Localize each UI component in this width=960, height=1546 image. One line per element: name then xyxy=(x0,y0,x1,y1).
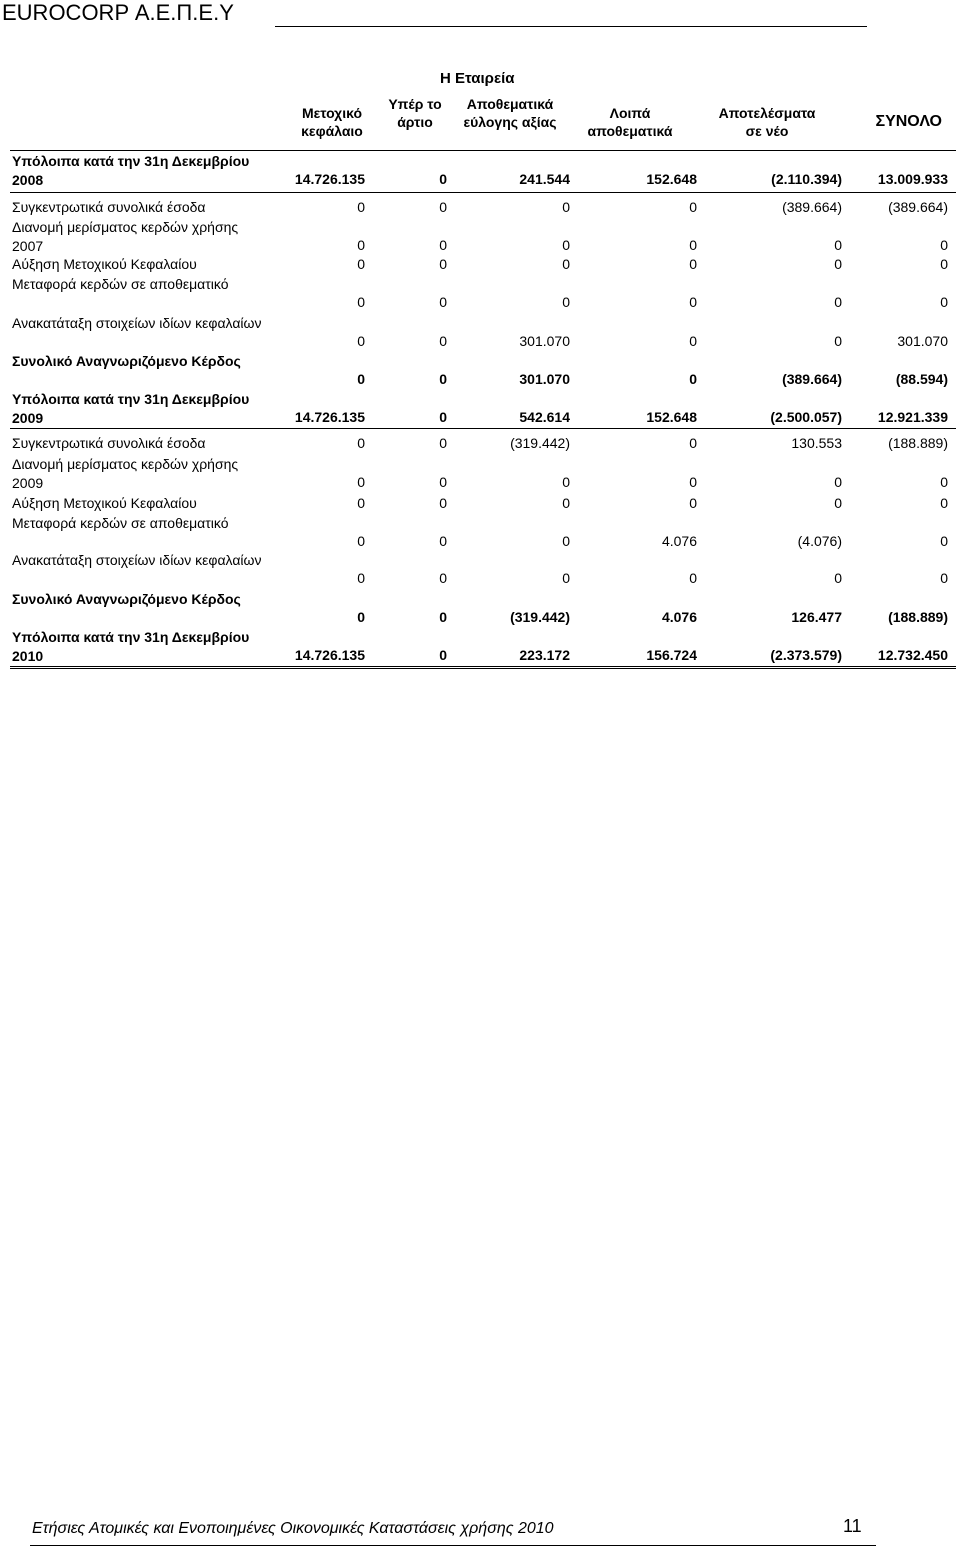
row-value: 0 xyxy=(439,570,447,586)
row-label: Συνολικό Αναγνωριζόμενο Κέρδος xyxy=(12,591,241,607)
row-label: Ανακατάταξη στοιχείων ιδίων κεφαλαίων xyxy=(12,552,262,568)
rule-after-2008 xyxy=(10,192,956,193)
row-value: (319.442) xyxy=(510,609,570,625)
table-row xyxy=(0,218,960,256)
row-value: 0 xyxy=(689,371,697,387)
row-value: 301.070 xyxy=(519,371,570,387)
row-value: 126.477 xyxy=(791,609,842,625)
table-row xyxy=(0,514,960,552)
row-value: 0 xyxy=(562,533,570,549)
row-value: (389.664) xyxy=(888,199,948,215)
row-value: 0 xyxy=(357,199,365,215)
row-label: Συνολικό Αναγνωριζόμενο Κέρδος xyxy=(12,353,241,369)
row-value: 0 xyxy=(562,256,570,272)
row-value: 301.070 xyxy=(897,333,948,349)
row-value: 0 xyxy=(562,294,570,310)
row-value: 0 xyxy=(940,237,948,253)
row-value: 0 xyxy=(562,495,570,511)
row-value: (2.500.057) xyxy=(770,409,842,425)
row-value: 0 xyxy=(439,171,447,187)
row-label: Ανακατάταξη στοιχείων ιδίων κεφαλαίων xyxy=(12,315,262,331)
footer-text: Ετήσιες Ατομικές και Ενοποιημένες Οικονομικές Καταστάσεις χρήσης 2010 xyxy=(32,1520,554,1537)
row-value: 12.732.450 xyxy=(877,647,948,663)
row-value: 0 xyxy=(439,409,447,425)
row-value: 4.076 xyxy=(661,609,697,625)
row-value: 0 xyxy=(689,435,697,451)
row-value: (389.664) xyxy=(782,199,842,215)
row-value: 0 xyxy=(439,533,447,549)
row-label: Διανομή μερίσματος κερδών χρήσης 2007 xyxy=(12,219,239,254)
row-value: 0 xyxy=(439,294,447,310)
row-value: 156.724 xyxy=(646,647,697,663)
row-value: 0 xyxy=(940,474,948,490)
row-value: 0 xyxy=(357,495,365,511)
row-value: 0 xyxy=(562,474,570,490)
row-value: 0 xyxy=(357,256,365,272)
row-value: 0 xyxy=(562,237,570,253)
row-value: 0 xyxy=(439,333,447,349)
row-value: 13.009.933 xyxy=(877,171,948,187)
row-value: 0 xyxy=(940,256,948,272)
row-value: 0 xyxy=(689,495,697,511)
row-value: (2.110.394) xyxy=(771,171,842,187)
row-value: 0 xyxy=(439,609,447,625)
row-value: 4.076 xyxy=(661,533,697,549)
row-value: 0 xyxy=(439,371,447,387)
column-header-fair-value-reserves: Αποθεματικά εύλογης αξίας xyxy=(463,96,557,130)
header-rule xyxy=(275,26,867,27)
row-value: 0 xyxy=(940,495,948,511)
row-value: 0 xyxy=(439,256,447,272)
rule-final-total xyxy=(10,666,956,669)
row-value: 0 xyxy=(834,256,842,272)
column-header-share-premium: Υπέρ το άρτιο xyxy=(388,96,442,130)
row-value: 0 xyxy=(357,609,365,625)
row-value: 0 xyxy=(940,533,948,549)
row-value: (188.889) xyxy=(888,435,948,451)
row-value: 152.648 xyxy=(646,409,697,425)
row-value: 0 xyxy=(834,495,842,511)
row-value: 130.553 xyxy=(791,435,842,451)
row-value: 0 xyxy=(357,237,365,253)
row-value: 0 xyxy=(357,333,365,349)
row-value: 0 xyxy=(689,199,697,215)
table-row xyxy=(0,590,960,628)
row-value: 12.921.339 xyxy=(877,409,948,425)
row-value: 0 xyxy=(834,333,842,349)
row-label: Μεταφορά κερδών σε αποθεματικό xyxy=(12,515,229,531)
row-value: 0 xyxy=(439,435,447,451)
row-value: 0 xyxy=(357,474,365,490)
table-subheader: Η Εταιρεία xyxy=(440,70,515,87)
row-value: (319.442) xyxy=(510,435,570,451)
row-value: 14.726.135 xyxy=(294,647,365,663)
row-value: 542.614 xyxy=(519,409,570,425)
row-value: 0 xyxy=(689,333,697,349)
table-row xyxy=(0,314,960,352)
table-row xyxy=(0,628,960,666)
row-value: 0 xyxy=(940,570,948,586)
row-label: Αύξηση Μετοχικού Κεφαλαίου xyxy=(12,256,197,272)
row-label: Υπόλοιπα κατά την 31η Δεκεμβρίου 2009 xyxy=(12,391,250,426)
row-value: 0 xyxy=(439,495,447,511)
row-value: 0 xyxy=(689,474,697,490)
row-value: 0 xyxy=(834,474,842,490)
row-value: 301.070 xyxy=(519,333,570,349)
table-row xyxy=(0,275,960,313)
column-header-other-reserves: Λοιπά αποθεματικά xyxy=(587,105,673,139)
row-value: 0 xyxy=(357,533,365,549)
table-row xyxy=(0,352,960,390)
table-row xyxy=(0,152,960,190)
row-value: 0 xyxy=(439,647,447,663)
row-value: 0 xyxy=(439,237,447,253)
row-value: (2.373.579) xyxy=(770,647,842,663)
company-name: EUROCORP Α.Ε.Π.Ε.Υ xyxy=(2,0,234,25)
row-value: 0 xyxy=(940,294,948,310)
row-value: 0 xyxy=(562,199,570,215)
table-row xyxy=(0,455,960,493)
column-header-retained-earnings: Αποτελέσματα σε νέο xyxy=(718,105,816,139)
row-label: Συγκεντρωτικά συνολικά έσοδα xyxy=(12,199,206,215)
row-label: Αύξηση Μετοχικού Κεφαλαίου xyxy=(12,495,197,511)
row-value: 14.726.135 xyxy=(294,409,365,425)
row-label: Συγκεντρωτικά συνολικά έσοδα xyxy=(12,435,206,451)
row-value: (389.664) xyxy=(782,371,842,387)
row-value: 0 xyxy=(357,371,365,387)
row-value: 0 xyxy=(689,256,697,272)
row-label: Διανομή μερίσματος κερδών χρήσης 2009 xyxy=(12,456,239,491)
row-value: 0 xyxy=(439,199,447,215)
row-value: 241.544 xyxy=(519,171,570,187)
row-value: (88.594) xyxy=(895,371,948,387)
row-value: 0 xyxy=(834,570,842,586)
row-value: 0 xyxy=(834,237,842,253)
table-row xyxy=(0,551,960,589)
row-value: (188.889) xyxy=(888,609,948,625)
page-number: 11 xyxy=(843,1516,862,1536)
column-header-total: ΣΥΝΟΛΟ xyxy=(875,113,942,130)
row-value: (4.076) xyxy=(797,533,842,549)
row-label: Υπόλοιπα κατά την 31η Δεκεμβρίου 2008 xyxy=(12,153,250,188)
row-value: 14.726.135 xyxy=(294,171,365,187)
row-value: 0 xyxy=(689,294,697,310)
row-value: 0 xyxy=(689,237,697,253)
row-label: Υπόλοιπα κατά την 31η Δεκεμβρίου 2010 xyxy=(12,629,250,664)
column-header-share-capital: Μετοχικό κεφάλαιο xyxy=(301,105,363,139)
row-value: 0 xyxy=(439,474,447,490)
row-value: 0 xyxy=(689,570,697,586)
row-value: 0 xyxy=(357,435,365,451)
row-value: 0 xyxy=(357,294,365,310)
row-value: 152.648 xyxy=(646,171,697,187)
row-value: 0 xyxy=(357,570,365,586)
row-label: Μεταφορά κερδών σε αποθεματικό xyxy=(12,276,229,292)
row-value: 0 xyxy=(834,294,842,310)
header-underline xyxy=(10,150,956,151)
row-value: 0 xyxy=(562,570,570,586)
rule-after-2009 xyxy=(10,428,956,429)
table-row xyxy=(0,390,960,428)
row-value: 223.172 xyxy=(519,647,570,663)
